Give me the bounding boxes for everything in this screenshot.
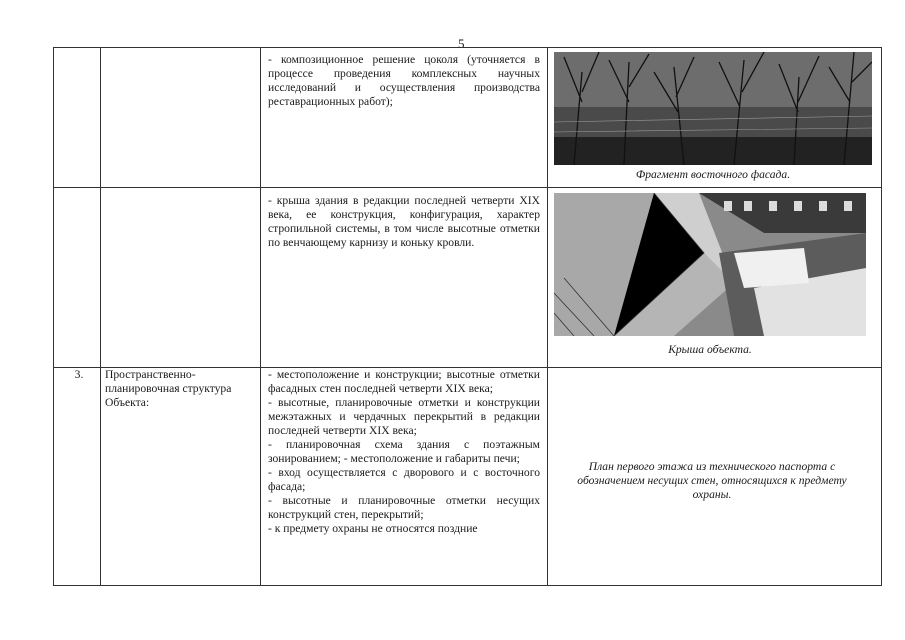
row-3-paragraph: - местоположение и конструкции; высотные отметки фасадных стен последней четверти XIX века; — [268, 368, 540, 395]
row-2-text: - крыша здания в редакции последней четверти XIX века, ее конструкция, конфигурация, характер стропильной системы, в том числе высотные отметки по венчающему карнизу и коньку кровли. — [268, 194, 540, 249]
row-3-paragraph: - планировочная схема здания с поэтажным зонированием; - местоположение и габариты печи; — [268, 438, 540, 465]
protection-table — [53, 47, 882, 586]
column-divider — [100, 48, 101, 585]
row-divider — [54, 187, 881, 188]
column-divider — [547, 48, 548, 585]
plan-caption: План первого этажа из технического паспорта с обозначением несущих стен, относящихся к предмету охраны. — [577, 460, 847, 501]
row-3-paragraph: - высотные, планировочные отметки и конструкции межэтажных и чердачных перекрытий в редакции последней четверти XIX века; — [268, 396, 540, 437]
column-divider — [260, 48, 261, 585]
page-number: 5 — [458, 36, 465, 51]
row-3-text — [268, 368, 540, 536]
roof-photo-caption: Крыша объекта. — [668, 343, 752, 356]
facade-photo — [554, 52, 872, 165]
row-3-number: 3. — [74, 368, 84, 381]
row-3-paragraph: - к предмету охраны не относятся поздние — [268, 522, 478, 535]
row-1-text: - композиционное решение цоколя (уточняется в процессе проведения комплексных научных исследований и осуществления производства реставрационных работ); — [268, 53, 540, 108]
row-3-paragraph: - вход осуществляется с дворового и с восточного фасада; — [268, 466, 540, 493]
roof-photo — [554, 193, 866, 336]
row-3-name: Пространственно-планировочная структура Объекта: — [105, 368, 232, 409]
facade-photo-caption: Фрагмент восточного фасада. — [635, 168, 791, 181]
row-3-paragraph: - высотные и планировочные отметки несущих конструкций стен, перекрытий; — [268, 494, 540, 521]
